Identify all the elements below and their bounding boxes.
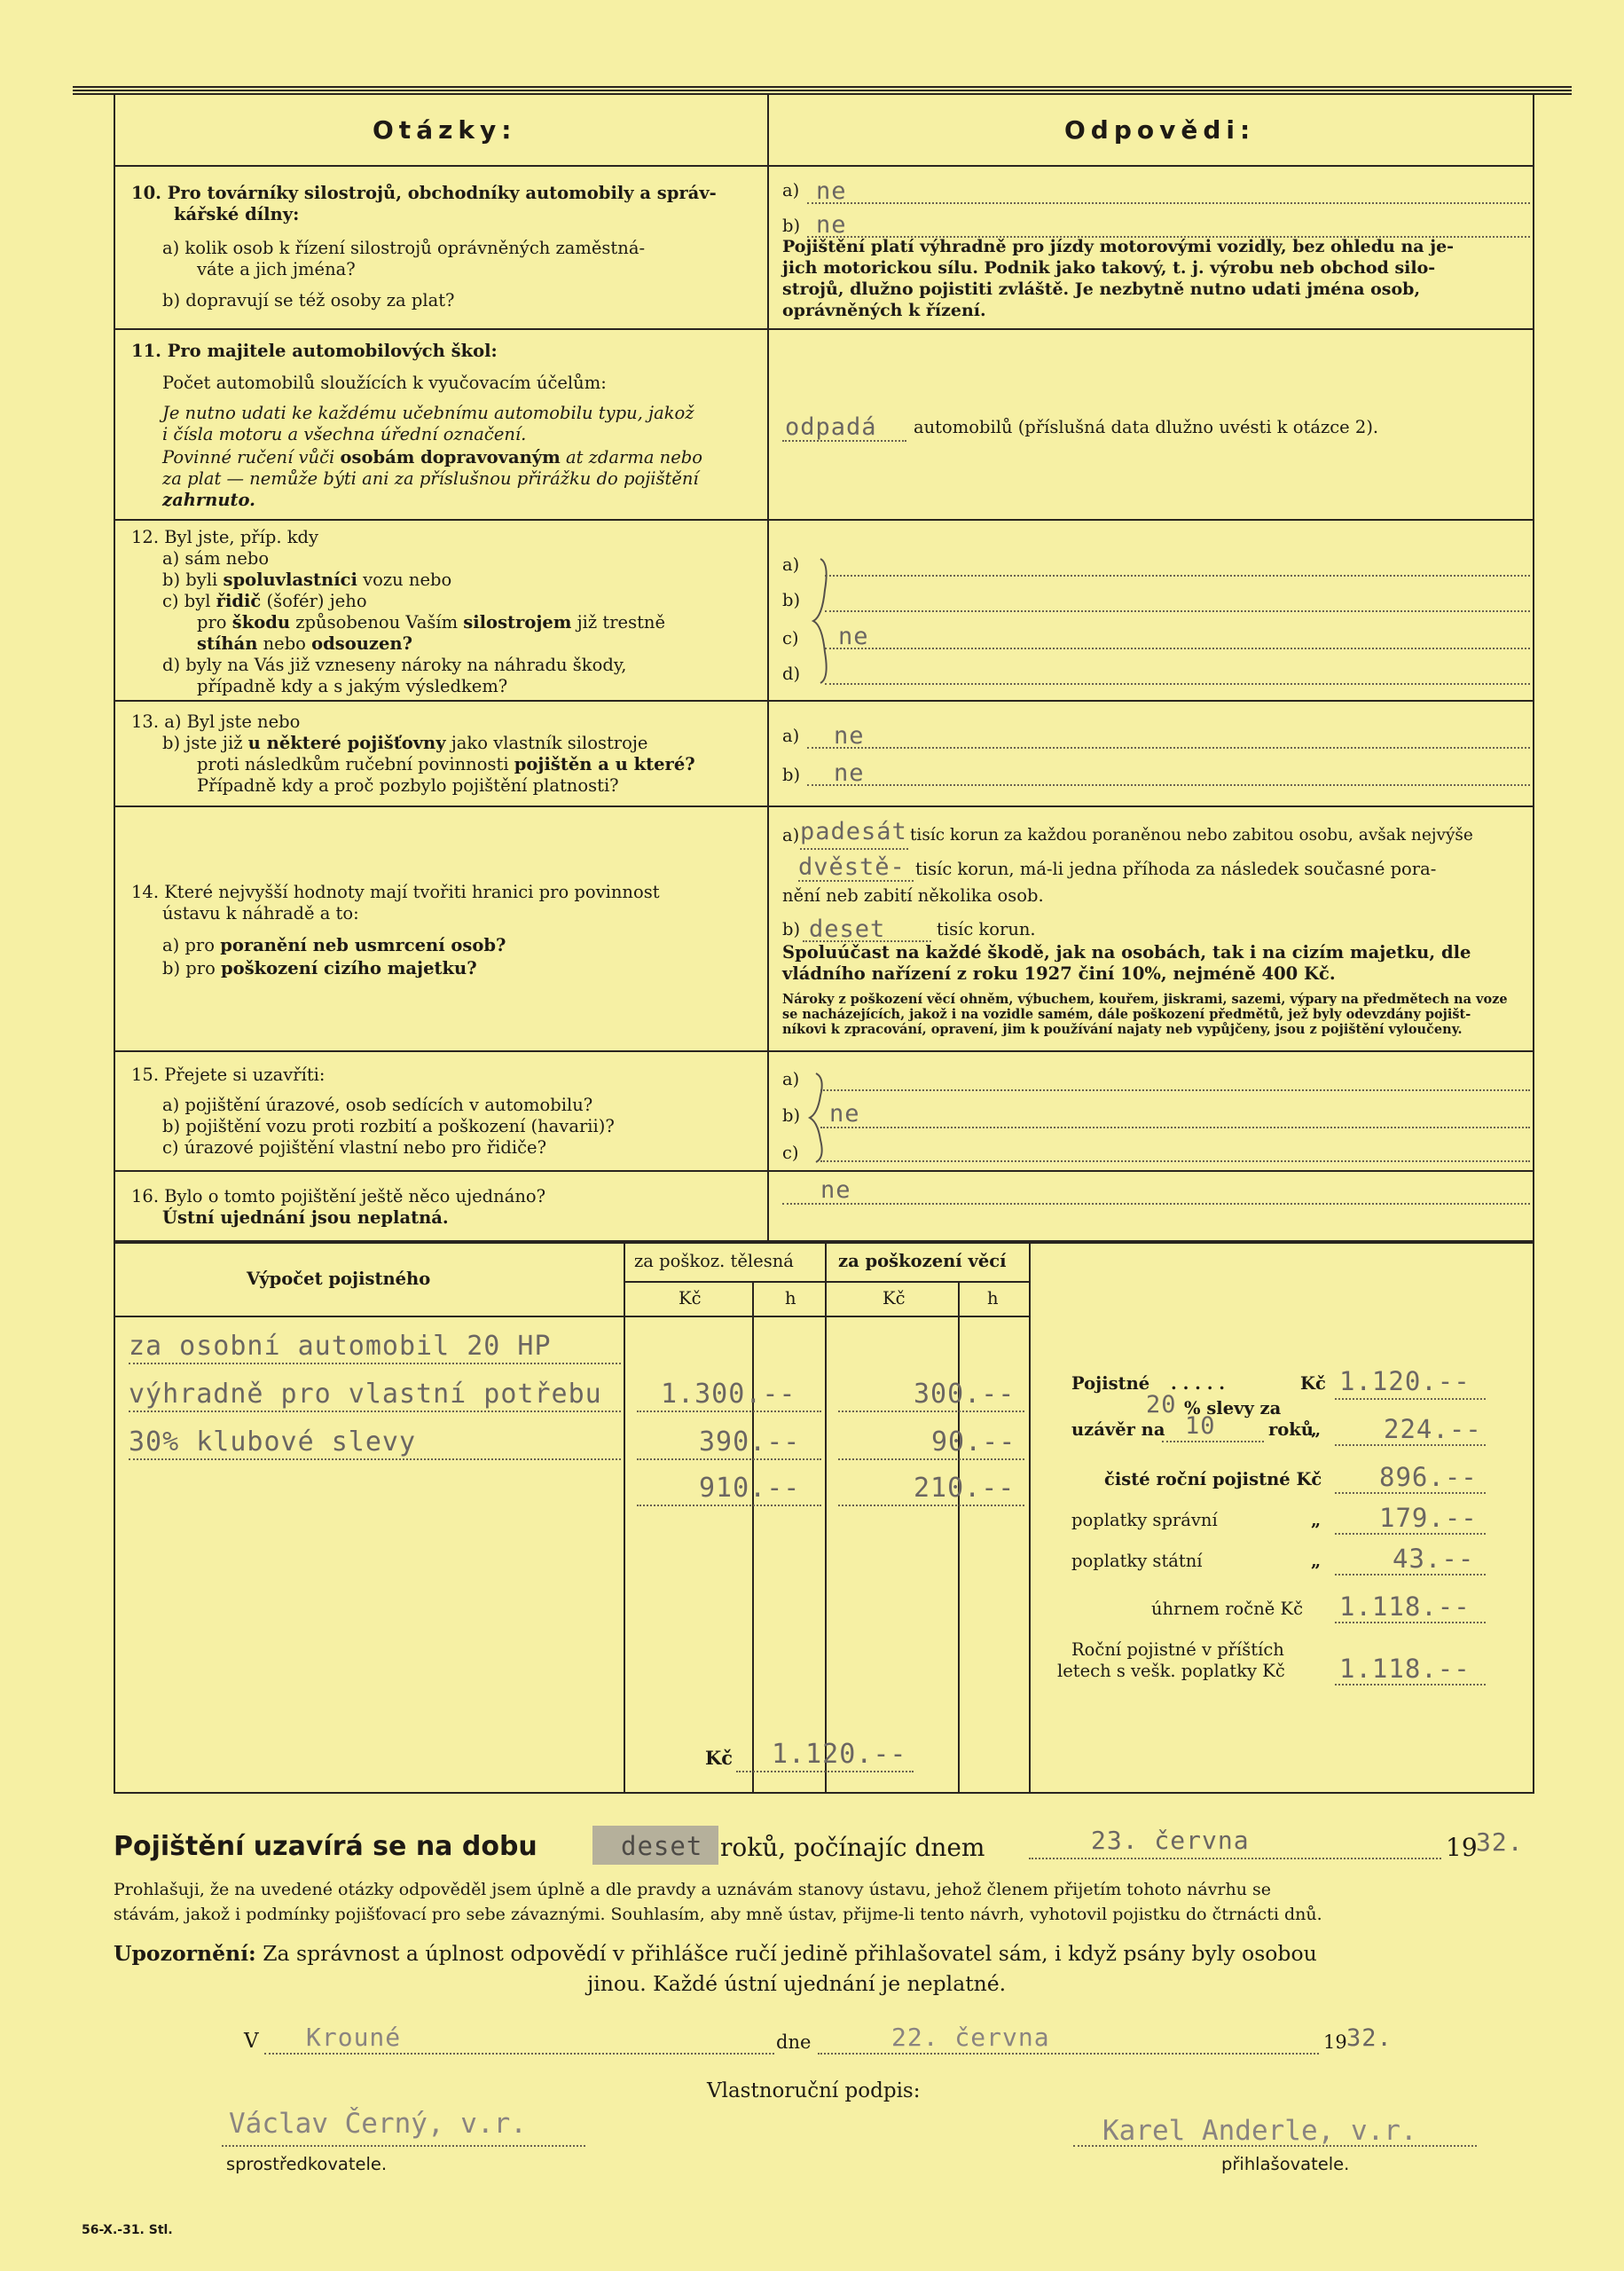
top-rule (73, 86, 1572, 95)
form-number: 56-X.-31. Stl. (82, 2223, 173, 2237)
q11-note-4: za plat — nemůže býti ani za příslušnou přirážku do pojištění (162, 468, 699, 489)
calc-row-2-desc: výhradně pro vlastní potřebu (129, 1379, 602, 1410)
q14-ans-a: padesát (800, 818, 907, 845)
q16-ans: ne (820, 1176, 851, 1204)
term-year-prefix: 19 (1446, 1833, 1478, 1862)
q12-b: b) byli spoluvlastníci vozu nebo (162, 570, 452, 590)
q12-ans-a-label: a) (782, 554, 800, 575)
date-year-prefix: 19 (1323, 2031, 1347, 2053)
term-date: 23. června (1091, 1826, 1250, 1855)
place: Krouné (306, 2023, 402, 2052)
q15-title: 15. Přejete si uzavříti: (131, 1065, 326, 1085)
q11-note-5: zahrnuto. (162, 490, 255, 510)
sum-net: 896.-- (1379, 1462, 1478, 1492)
calc-col-1 (624, 1244, 625, 1794)
q14-ans-a2-line[interactable] (798, 880, 914, 882)
q12-title: 12. Byl jste, příp. kdy (131, 527, 319, 547)
q14-ans-a-line[interactable] (800, 848, 908, 850)
sum-discount-text: % slevy za (1184, 1398, 1282, 1418)
sum-net-label: čisté roční pojistné Kč (1104, 1469, 1322, 1489)
sum-total: 1.118.-- (1339, 1591, 1471, 1622)
header-rule (114, 165, 1534, 167)
q10-title-2: kářské dílny: (174, 204, 300, 224)
calc-row-3-property: 90.-- (931, 1426, 1016, 1458)
calc-row-2-bodily-line (637, 1411, 821, 1412)
q15-ans-b-label: b) (782, 1105, 801, 1126)
sum-total-label: úhrnem ročně Kč (1151, 1599, 1303, 1619)
signature-label: Vlastnoruční podpis: (707, 2079, 921, 2102)
place-label: V (244, 2030, 259, 2053)
q10-ans-b-label: b) (782, 216, 801, 236)
warning-1: Upozornění: Za správnost a úplnost odpovědí v přihlášce ručí jedině přihlašovatel sám, i když psány byly osobou (114, 1941, 1317, 1966)
calc-total-line (736, 1771, 914, 1772)
calc-row-4-property: 210.-- (914, 1473, 1016, 1504)
sum-discount: 224.-- (1384, 1414, 1482, 1444)
q12-c-2: pro škodu způsobenou Vaším silostrojem již trestně (197, 612, 666, 633)
calc-row-3-bodily: 390.-- (699, 1426, 801, 1458)
q15-a: a) pojištění úrazové, osob sedících v automobilu? (162, 1095, 593, 1115)
calc-bottom-rule (114, 1792, 1534, 1794)
agent-signature: Václav Černý, v.r. (229, 2108, 527, 2140)
sum-state: 43.-- (1393, 1544, 1475, 1574)
calc-h-2: h (987, 1288, 999, 1308)
q13-ans-a-line[interactable] (807, 747, 1530, 749)
calc-kc-2: Kč (883, 1288, 906, 1308)
q12-d: d) byly na Vás již vzneseny nároky na náhradu škody, (162, 655, 627, 675)
sum-future-line (1335, 1684, 1486, 1686)
q11-ans-text: automobilů (příslušná data dlužno uvésti k otázce 2). (914, 417, 1379, 437)
applicant-label: přihlašovatele. (1221, 2154, 1350, 2174)
center-divider (767, 95, 769, 1244)
q14-ans-a2-text: tisíc korun, má-li jedna příhoda za následek současné pora- (915, 859, 1437, 879)
calc-row-4-bodily: 910.-- (699, 1473, 801, 1504)
q13-ans-b-label: b) (782, 765, 801, 785)
date-year: 32. (1346, 2024, 1393, 2052)
calc-left-border (114, 1244, 115, 1794)
right-border (1533, 95, 1534, 1244)
calc-row-4-property-line (838, 1505, 1024, 1506)
calc-col-2 (825, 1244, 827, 1794)
sum-admin-quote: „ (1311, 1510, 1322, 1530)
calc-right-border (1533, 1244, 1534, 1794)
answers-header: Odpovědi: (1064, 115, 1256, 145)
q15-ans-a-line[interactable] (820, 1089, 1530, 1091)
sum-premium-dots: . . . . . (1171, 1373, 1226, 1394)
calc-col-property: za poškození věcí (838, 1251, 1007, 1271)
q12-ans-c-label: c) (782, 628, 799, 648)
q13-ans-b: ne (834, 759, 865, 787)
calc-row-2-line[interactable] (129, 1411, 621, 1412)
q15-brace-icon (803, 1069, 834, 1167)
sum-discount-years-unit: roků (1268, 1419, 1314, 1440)
calc-h-col-2 (958, 1281, 960, 1794)
calc-row-3-desc: 30% klubové slevy (129, 1426, 417, 1458)
q12-c: c) byl řidič (šofér) jeho (162, 591, 367, 611)
sum-admin-line (1335, 1533, 1486, 1535)
q14-ans-a-label: a) (782, 825, 800, 845)
calc-row-3-bodily-line (637, 1458, 821, 1460)
calc-row-4-bodily-line (637, 1505, 821, 1506)
calc-title: Výpočet pojistného (247, 1269, 431, 1289)
q15-ans: ne (829, 1100, 860, 1128)
q10-note-3: strojů, dlužno pojistiti zvláště. Je nezbytně nutno udati jména osob, (782, 279, 1421, 299)
term-label-2: roků, počínajíc dnem (720, 1833, 985, 1862)
q14-ans-a-text: tisíc korun za každou poraněnou nebo zabitou osobu, avšak nejvýše (910, 826, 1473, 845)
declaration-2: stávám, jakož i podmínky pojišťovací pro sebe závaznými. Souhlasím, aby mně ústav, přijme-li tento návrh, vyhotovil pojistku do čtrnácti dnů. (114, 1905, 1322, 1924)
term-year: 32. (1476, 1827, 1524, 1857)
sum-net-line (1335, 1492, 1486, 1494)
calc-total: 1.120.-- (772, 1739, 907, 1770)
calc-row-1-line[interactable] (129, 1363, 621, 1364)
questions-header: Otázky: (373, 115, 517, 145)
term-label: Pojištění uzavírá se na dobu (114, 1831, 537, 1862)
sum-premium: 1.120.-- (1339, 1366, 1471, 1396)
q11-ans: odpadá (785, 413, 877, 441)
q12-ans-a-line[interactable] (825, 575, 1530, 577)
q12-ans-d-line[interactable] (825, 683, 1530, 685)
date: 22. června (891, 2023, 1050, 2052)
row-rule-16 (114, 1240, 1534, 1244)
q13-b: b) jste již u některé pojišťovny jako vlastník silostroje (162, 733, 648, 753)
term-date-line[interactable] (1029, 1858, 1441, 1859)
q16-title: 16. Bylo o tomto pojištění ještě něco ujednáno? (131, 1186, 546, 1206)
sum-future-2: letech s vešk. poplatky Kč (1057, 1661, 1285, 1681)
left-border (114, 95, 115, 1244)
q13-ans-a: ne (834, 722, 865, 750)
q15-ans-a-label: a) (782, 1069, 800, 1089)
agent-signature-line[interactable] (222, 2145, 585, 2147)
q10-note-2: jich motorickou sílu. Podnik jako takový, t. j. výrobu neb obchod silo- (782, 258, 1436, 278)
q13-ans-a-label: a) (782, 726, 800, 746)
calc-row-2-bodily: 1.300.-- (661, 1379, 796, 1410)
q14-a: a) pro poranění neb usmrcení osob? (162, 935, 506, 955)
q12-c-3: stíhán nebo odsouzen? (197, 633, 412, 654)
q14-title-2: ústavu k náhradě a to: (162, 903, 359, 923)
calc-row-3-line[interactable] (129, 1458, 621, 1460)
sum-admin-label: poplatky správní (1071, 1510, 1218, 1530)
q12-brace-icon (803, 554, 838, 688)
calc-kc-1: Kč (679, 1288, 702, 1308)
sum-discount-pct: 20 (1146, 1391, 1177, 1418)
calc-h-1: h (785, 1288, 796, 1308)
row-rule-13 (114, 805, 1534, 807)
q13-a: 13. a) Byl jste nebo (131, 711, 301, 732)
q14-participation-2: vládního nařízení z roku 1927 činí 10%, nejméně 400 Kč. (782, 963, 1336, 984)
q11-note-3: Povinné ručení vůči osobám dopravovaným at zdarma nebo (162, 447, 702, 468)
q14-title: 14. Které nejvyšší hodnoty mají tvořiti hranici pro povinnost (131, 882, 660, 902)
q10-a-2: váte a jich jména? (197, 259, 356, 279)
q10-note-4: oprávněných k řízení. (782, 301, 986, 320)
q14-small-1: Nároky z poškození věcí ohněm, výbuchem, kouřem, jiskrami, sazemi, výpary na předmětech na voze (782, 992, 1508, 1007)
q10-ans-a-label: a) (782, 180, 800, 200)
q14-ans-a2: dvěstě- (798, 853, 906, 881)
sum-state-line (1335, 1574, 1486, 1576)
term-value: deset (621, 1831, 703, 1861)
q14-participation-1: Spoluúčast na každé škodě, jak na osobách, tak i na cizím majetku, dle (782, 942, 1471, 963)
row-rule-10 (114, 328, 1534, 330)
q14-ans-b: deset (809, 915, 886, 943)
sum-premium-label: Pojistné (1071, 1373, 1150, 1394)
sum-discount-label: uzávěr na (1071, 1419, 1165, 1440)
q12-a: a) sám nebo (162, 548, 270, 569)
applicant-signature-line[interactable] (1073, 2145, 1477, 2147)
q14-ans-a3: nění neb zabití několika osob. (782, 885, 1044, 906)
sum-discount-line (1335, 1444, 1486, 1446)
q12-ans-b-line[interactable] (825, 610, 1530, 612)
agent-label: sprostředkovatele. (226, 2154, 388, 2174)
calc-col-bodily: za poškoz. tělesná (634, 1251, 794, 1271)
calc-row-2-property-line (838, 1411, 1024, 1412)
q10-b: b) dopravují se též osoby za plat? (162, 290, 455, 310)
q10-note-1: Pojištění platí výhradně pro jízdy motorovými vozidly, bez ohledu na je- (782, 237, 1455, 256)
sum-discount-quote: „ (1311, 1419, 1322, 1440)
q15-ans-c-line[interactable] (820, 1160, 1530, 1162)
q10-ans-a: ne (816, 177, 847, 205)
q14-small-2: se nacházejících, jakož i na vozidle samém, dále poškození předmětů, jež byly odevzdány pojišt- (782, 1007, 1471, 1022)
declaration-1: Prohlašuji, že na uvedené otázky odpověděl jsem úplně a dle pravdy a uznávám stanovy ústavu, jehož členem přijetím tohoto návrhu se (114, 1880, 1272, 1899)
calc-row-3-property-line (838, 1458, 1024, 1460)
date-label: dne (776, 2031, 812, 2053)
q16-note: Ústní ujednání jsou neplatná. (162, 1207, 449, 1228)
q12-ans: ne (838, 623, 869, 650)
calc-total-label: Kč (705, 1747, 734, 1769)
calc-row-1-desc: za osobní automobil 20 HP (129, 1331, 552, 1362)
sum-state-quote: „ (1311, 1551, 1322, 1571)
sum-future-1: Roční pojistné v příštích (1071, 1639, 1284, 1660)
q11-note-2: i čísla motoru a všechna úřední označení. (162, 424, 527, 444)
q13-b-3: Případně kdy a proč pozbylo pojištění platnosti? (197, 775, 619, 796)
warning-2: jinou. Každé ústní ujednání je neplatné. (587, 1971, 1007, 1996)
q12-ans-d-label: d) (782, 664, 801, 684)
q11-title: 11. Pro majitele automobilových škol: (131, 341, 498, 361)
q14-small-3: níkovi k zpracování, opravení, jim k používání najaty neb vypůjčeny, jsou z pojištění vyloučeny. (782, 1022, 1463, 1037)
q10-a: a) kolik osob k řízení silostrojů oprávněných zaměstná- (162, 238, 646, 258)
q10-ans-a-line[interactable] (807, 202, 1530, 204)
q14-ans-b-label: b) (782, 919, 801, 939)
q11-note-1: Je nutno udati ke každému učebnímu automobilu typu, jakož (162, 403, 694, 423)
calc-sub-rule (624, 1281, 1029, 1283)
q12-ans-c-line[interactable] (825, 648, 1530, 649)
q12-ans-b-label: b) (782, 590, 801, 610)
place-line[interactable] (264, 2053, 774, 2055)
q16-ans-line[interactable] (782, 1203, 1530, 1205)
q11-count: Počet automobilů sloužících k vyučovacím účelům: (162, 373, 607, 393)
q10-title: 10. Pro továrníky silostrojů, obchodníky automobily a správ- (131, 183, 717, 203)
sum-premium-line (1335, 1398, 1486, 1400)
row-rule-15 (114, 1170, 1534, 1172)
q12-d-2: případně kdy a s jakým výsledkem? (197, 676, 508, 696)
sum-state-label: poplatky státní (1071, 1551, 1203, 1571)
sum-premium-kc: Kč (1300, 1373, 1326, 1394)
q15-b: b) pojištění vozu proti rozbití a poškození (havarii)? (162, 1116, 615, 1136)
q15-ans-c-label: c) (782, 1143, 799, 1163)
q15-ans-b-line[interactable] (820, 1127, 1530, 1128)
sum-admin: 179.-- (1379, 1503, 1478, 1533)
date-line[interactable] (818, 2053, 1319, 2055)
applicant-signature: Karel Anderle, v.r. (1102, 2115, 1417, 2147)
row-rule-11 (114, 519, 1534, 521)
q10-ans-b: ne (816, 211, 847, 239)
q14-ans-b-text: tisíc korun. (937, 919, 1036, 939)
calc-row-2-property: 300.-- (914, 1379, 1016, 1410)
q14-b: b) pro poškození cizího majetku? (162, 958, 477, 978)
calc-head-rule (114, 1316, 1029, 1317)
sum-future: 1.118.-- (1339, 1654, 1471, 1684)
sum-discount-years-line (1162, 1441, 1264, 1442)
calc-col-3 (1029, 1244, 1031, 1794)
row-rule-14 (114, 1050, 1534, 1052)
q15-c: c) úrazové pojištění vlastní nebo pro řidiče? (162, 1137, 547, 1158)
calc-h-col-1 (752, 1281, 754, 1794)
sum-discount-years: 10 (1185, 1412, 1216, 1440)
row-rule-12 (114, 700, 1534, 702)
q13-b-2: proti následkům ručební povinnosti pojištěn a u které? (197, 754, 695, 774)
sum-total-line (1335, 1622, 1486, 1623)
q13-ans-b-line[interactable] (807, 784, 1530, 786)
